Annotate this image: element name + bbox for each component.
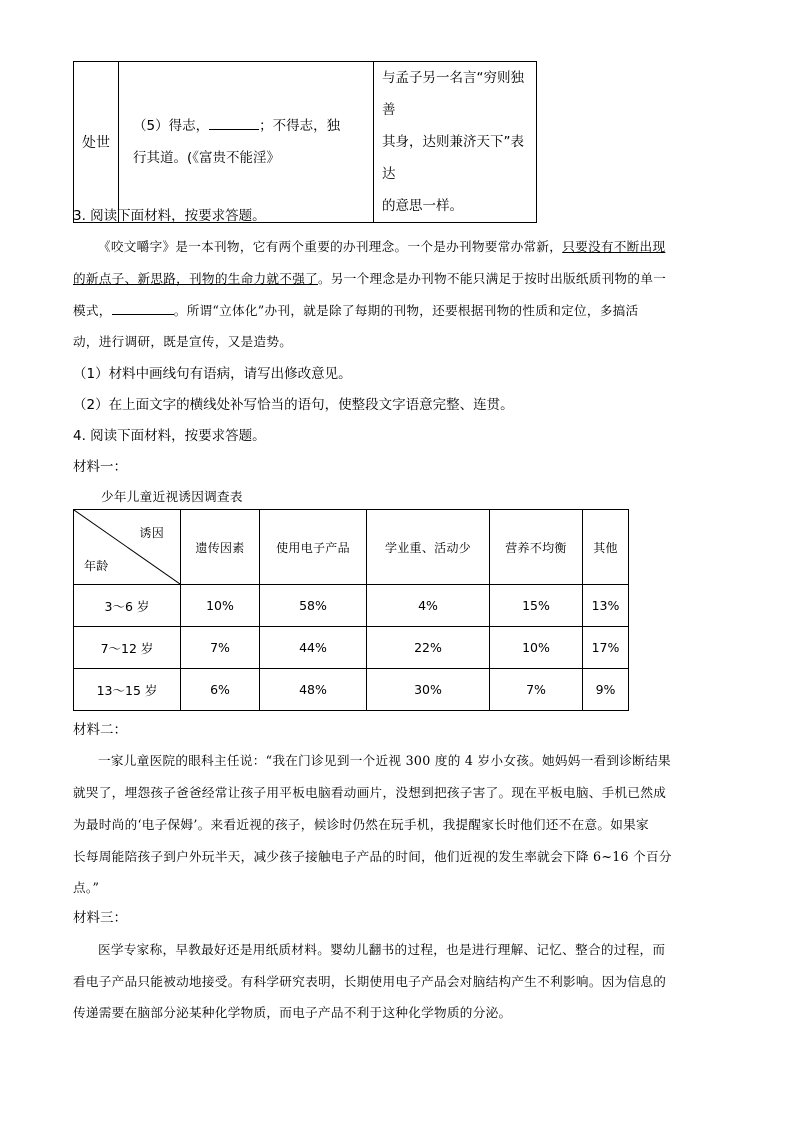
table-row	[74, 669, 629, 711]
material-2-label: 材料二：	[73, 722, 127, 738]
table-cell: 4%	[367, 585, 490, 627]
table-cell: 17%	[583, 627, 629, 669]
table-cell: 44%	[260, 627, 367, 669]
table-corner-cell	[74, 510, 181, 585]
column-header: 学业重、活动少	[367, 510, 490, 585]
table-cell: 15%	[490, 585, 583, 627]
table-cell: 30%	[367, 669, 490, 711]
material-3-label: 材料三：	[73, 910, 127, 926]
material-1-label: 材料一：	[73, 459, 127, 475]
table-header-row	[74, 510, 629, 585]
table-cell: 48%	[260, 669, 367, 711]
material-3-line: 传递需要在脑部分泌某种化学物质，而电子产品不利于这种化学物质的分泌。	[73, 1005, 512, 1020]
corner-label-cause: 诱因	[139, 526, 164, 540]
row-label-age: 13～15 岁	[74, 669, 181, 711]
top-table	[73, 61, 537, 223]
q3-heading: 3. 阅读下面材料，按要求答题。	[73, 208, 266, 224]
corner-label-age: 年龄	[84, 559, 109, 573]
material-3-line: 医学专家称，早教最好还是用纸质材料。婴幼儿翻书的过程，也是进行理解、记忆、整合的过程，而	[98, 942, 666, 957]
q3-sub-question-2: （2）在上面文字的横线处补写恰当的语句，使整段文字语意完整、连贯。	[73, 397, 514, 413]
table-cell: 13%	[583, 585, 629, 627]
column-header: 营养不均衡	[490, 510, 583, 585]
q3-paragraph-line4: 动，进行调研，既是宣传，又是造势。	[73, 334, 293, 349]
table-cell: 6%	[181, 669, 260, 711]
survey-table	[73, 509, 629, 711]
table-cell: 10%	[490, 627, 583, 669]
table-cell: 7%	[181, 627, 260, 669]
q4-heading: 4. 阅读下面材料，按要求答题。	[73, 428, 266, 444]
row-label-age: 3～6 岁	[74, 585, 181, 627]
material-2-line: 长每周能陪孩子到户外玩半天，减少孩子接触电子产品的时间，他们近视的发生率就会下降 6~16 个百分	[73, 849, 672, 864]
table-cell-explanation: 与孟子另一名言“穷则独善 其身，达则兼济天下”表达 的意思一样。	[374, 62, 537, 223]
material-2-line: 就哭了，埋怨孩子爸爸经常让孩子用平板电脑看动画片，没想到把孩子害了。现在平板电脑、手机已然成	[73, 785, 667, 800]
material-2-line: 一家儿童医院的眼科主任说：“我在门诊见到一个近视 300 度的 4 岁小女孩。她妈妈一看到诊断结果	[98, 753, 671, 768]
q3-paragraph-line1: 《咬文嚼字》是一本刊物，它有两个重要的办刊理念。一个是办刊物要常办常新，只要没有不断出现	[98, 239, 666, 254]
table-cell: 22%	[367, 627, 490, 669]
table-cell: 7%	[490, 669, 583, 711]
survey-table-title: 少年儿童近视诱因调查表	[101, 489, 243, 504]
material-2-line: 为最时尚的‘电子保姆’。来看近视的孩子，候诊时仍然在玩手机，我提醒家长时他们还不在意。如果家	[73, 817, 649, 832]
material-3-line: 看电子产品只能被动地接受。有科学研究表明，长期使用电子产品会对脑结构产生不利影响。因为信息的	[73, 974, 667, 989]
row-label-age: 7～12 岁	[74, 627, 181, 669]
table-row	[74, 585, 629, 627]
table-cell: 10%	[181, 585, 260, 627]
column-header: 遗传因素	[181, 510, 260, 585]
table-cell: 9%	[583, 669, 629, 711]
column-header: 其他	[583, 510, 629, 585]
table-row	[74, 627, 629, 669]
q3-paragraph-line3: 模式， 。所谓“立体化”办刊，就是除了每期的刊物，还要根据刊物的性质和定位，多搞活	[73, 300, 638, 319]
q3-paragraph-line2: 的新点子、新思路，刊物的生命力就不强了。另一个理念是办刊物不能只满足于按时出版纸质刊物的单一	[73, 271, 667, 286]
answer-blank[interactable]	[209, 115, 259, 130]
answer-blank[interactable]	[112, 300, 174, 315]
column-header: 使用电子产品	[260, 510, 367, 585]
table-cell-category: 处世	[74, 62, 119, 223]
table-cell-quote: （5）得志， ；不得志，独 行其道。(《富贵不能淫》	[119, 62, 374, 223]
material-2-line: 点。”	[73, 880, 100, 895]
q3-sub-question-1: （1）材料中画线句有语病，请写出修改意见。	[73, 366, 352, 382]
table-cell: 58%	[260, 585, 367, 627]
